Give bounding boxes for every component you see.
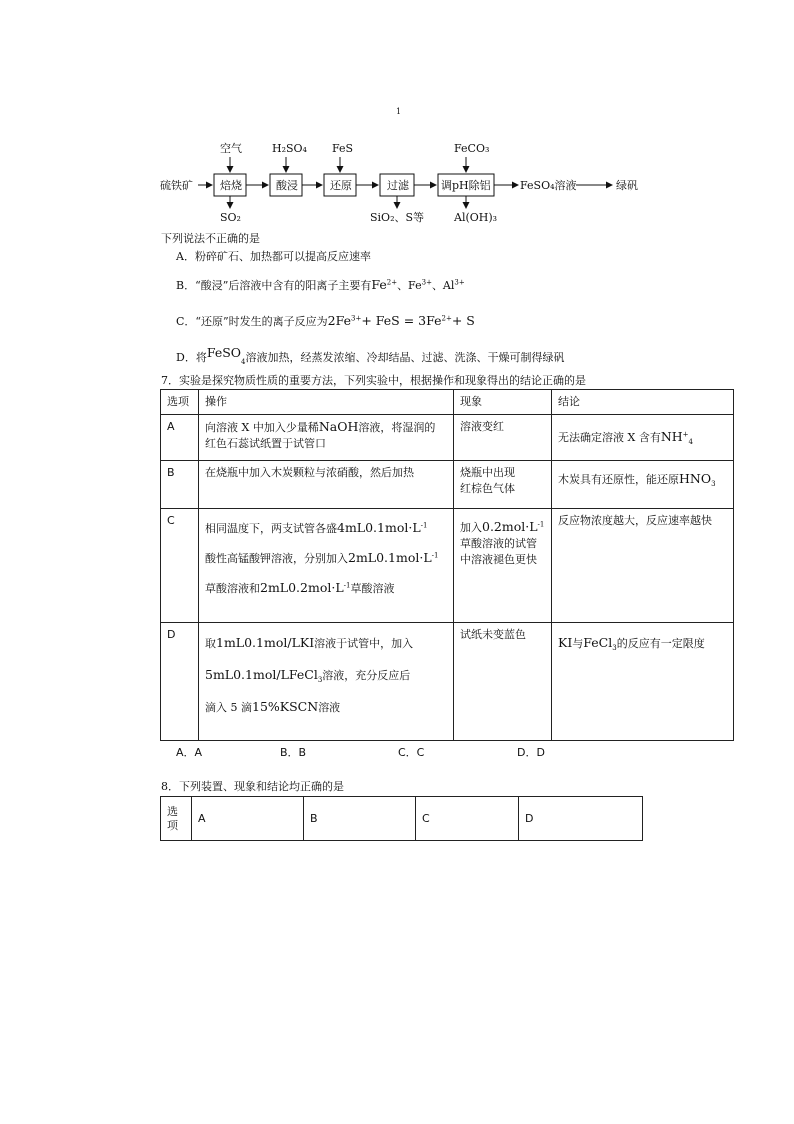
- flow-step-1: 焙烧: [220, 179, 242, 192]
- table-row: [161, 509, 734, 623]
- flow-product-1: FeSO₄溶液: [520, 179, 577, 192]
- flow-output-aloh3: Al(OH)₃: [454, 211, 498, 224]
- row-c-phenomenon: 加入$0.2mol\cdot L^{-1}$ 草酸溶液的试管 中溶液褪色更快: [454, 509, 552, 623]
- row-c-option: C: [161, 509, 199, 623]
- flow-input-fes: FeS: [332, 142, 354, 155]
- q8-col-a: A: [192, 797, 304, 841]
- row-b-option: B: [161, 461, 199, 509]
- q7-table: [160, 389, 734, 741]
- row-a-operation: 向溶液 X 中加入少量稀NaOH溶液，将湿润的 红色石蕊试纸置于试管口: [199, 415, 454, 461]
- row-a-conclusion: 无法确定溶液 X 含有$NH^+_4$: [552, 415, 734, 461]
- table-row: [161, 461, 734, 509]
- q6-option-c: C．“还原”时发生的离子反应为$2Fe^{3+}+$ FeS = $3Fe^{2+}+ S$: [176, 313, 475, 328]
- row-b-operation: 在烧瓶中加入木炭颗粒与浓硝酸，然后加热: [199, 461, 454, 509]
- flow-product-2: 绿矾: [616, 179, 638, 192]
- row-a-option: A: [161, 415, 199, 461]
- q6-option-d: D．将FeSO$_4$溶液加热，经蒸发浓缩、冷却结晶、过滤、洗涤、干燥可制得绿矾: [176, 345, 565, 367]
- page-number: 1: [396, 107, 402, 116]
- flow-input-acid: H₂SO₄: [272, 142, 307, 155]
- row-c-conclusion: 反应物浓度越大，反应速率越快: [552, 509, 734, 623]
- table-header-row: [161, 390, 734, 415]
- header-phenomenon: 现象: [454, 390, 552, 415]
- row-b-conclusion: 木炭具有还原性，能还原$HNO_3$: [552, 461, 734, 509]
- q8-table: [160, 796, 643, 841]
- q6-option-b: B．“酸浸”后溶液中含有的阳离子主要有$Fe^{2+}$、$Fe^{3+}$、$Al^{3+}$: [176, 277, 465, 292]
- table-row: [161, 623, 734, 741]
- q6-stem: 下列说法不正确的是: [161, 232, 260, 245]
- flow-input-feco3: FeCO₃: [454, 142, 490, 155]
- q8-col-b: B: [304, 797, 416, 841]
- flow-step-5: 调pH除铝: [441, 179, 491, 192]
- q7-choice-c: C．C: [398, 746, 425, 759]
- q7-choice-a: A．A: [176, 746, 203, 759]
- flow-step-4: 过滤: [387, 179, 409, 192]
- q6-option-a: A．粉碎矿石、加热都可以提高反应速率: [176, 250, 371, 263]
- table-row: [161, 415, 734, 461]
- q8-col-d: D: [519, 797, 643, 841]
- table-row: [161, 797, 643, 841]
- header-operation: 操作: [199, 390, 454, 415]
- flow-output-so2: SO₂: [220, 211, 241, 224]
- q7-choice-b: B．B: [280, 746, 307, 759]
- header-option: 选项: [161, 390, 199, 415]
- row-d-conclusion: KI与FeCl$_3$的反应有一定限度: [552, 623, 734, 741]
- flow-input-air: 空气: [220, 142, 242, 155]
- flow-start: 硫铁矿: [160, 179, 193, 192]
- row-b-phenomenon: 烧瓶中出现 红棕色气体: [454, 461, 552, 509]
- header-conclusion: 结论: [552, 390, 734, 415]
- flow-step-3: 还原: [330, 179, 352, 192]
- flow-step-2: 酸浸: [276, 179, 298, 192]
- q8-stem: 8．下列装置、现象和结论均正确的是: [161, 780, 344, 793]
- q7-stem: 7．实验是探究物质性质的重要方法，下列实验中，根据操作和现象得出的结论正确的是: [161, 374, 586, 387]
- q8-header-option: 选项: [161, 797, 192, 841]
- row-d-option: D: [161, 623, 199, 741]
- row-d-operation: 取1mL0.1mol/LKI溶液于试管中，加入 5mL0.1mol/LFeCl$_3$溶液，充分反应后 滴入 5 滴15%KSCN溶液: [199, 623, 454, 741]
- process-flow-diagram: [158, 138, 678, 228]
- row-d-phenomenon: 试纸未变蓝色: [454, 623, 552, 741]
- flow-output-sio2: SiO₂、S等: [370, 211, 425, 224]
- q7-choice-d: D．D: [517, 746, 545, 759]
- q8-col-c: C: [416, 797, 519, 841]
- row-a-phenomenon: 溶液变红: [454, 415, 552, 461]
- row-c-operation: 相同温度下，两支试管各盛$4mL0.1mol\cdot L^{-1}$ 酸性高锰酸钾溶液，分别加入$2mL0.1mol\cdot L^{-1}$ 草酸溶液和$2mL0.2mol\cdot L^{-1}$草酸溶液: [199, 509, 454, 623]
